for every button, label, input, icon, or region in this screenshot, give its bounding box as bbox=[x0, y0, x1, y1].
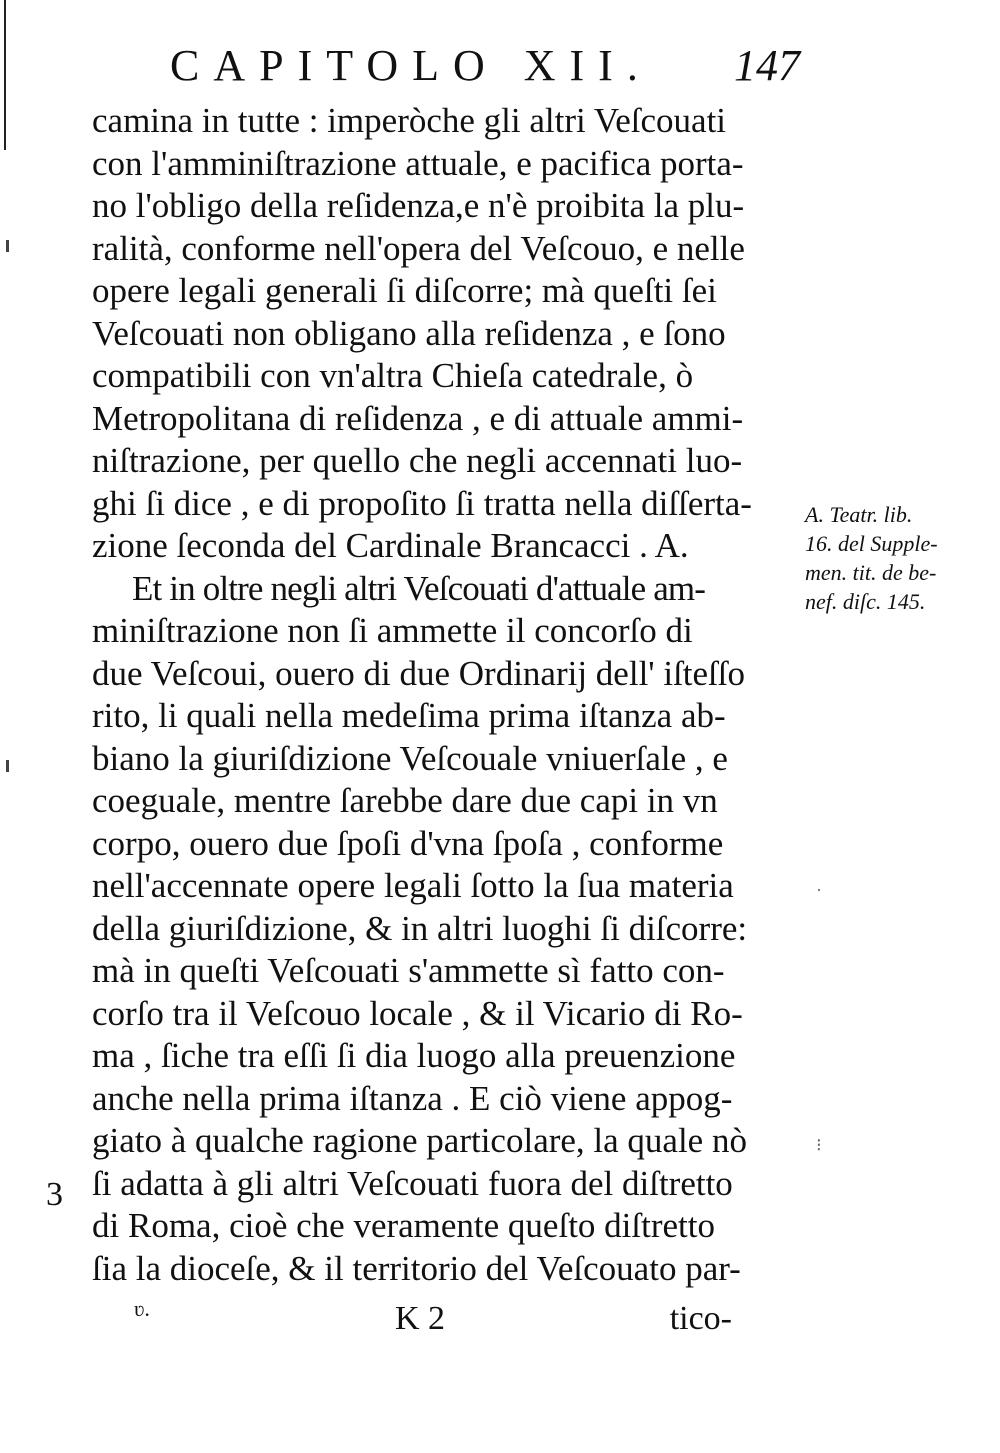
text-line: con l'amminiſtrazione attuale, e pacifica porta- bbox=[92, 143, 744, 183]
text-line: Veſcouati non obligano alla reſidenza , e ſono bbox=[92, 313, 726, 353]
text-line: compatibili con vn'altra Chieſa catedrale, ò bbox=[92, 356, 694, 395]
text-line: coeguale, mentre ſarebbe dare due capi in vn bbox=[92, 781, 718, 820]
text-line: miniſtrazione non ſi ammette il concorſo di bbox=[92, 611, 693, 650]
gutter-tick bbox=[6, 760, 9, 772]
text-line: Et in oltre negli altri Veſcouati d'attuale am- bbox=[132, 568, 706, 608]
gutter-edge-line bbox=[4, 0, 6, 150]
gutter-tick bbox=[6, 240, 9, 252]
text-line: camina in tutte : imperòche gli altri Veſcouati bbox=[92, 101, 727, 140]
text-line: giato à qualche ragione particolare, la quale nò bbox=[92, 1121, 747, 1160]
text-line: rito, li quali nella medeſima prima iſtanza ab- bbox=[92, 696, 726, 735]
text-line: corpo, ouero due ſpoſi d'vna ſpoſa , conforme bbox=[92, 823, 724, 863]
text-line: nell'accennate opere legali ſotto la ſua materia bbox=[92, 866, 734, 905]
text-line: opere legali generali ſi diſcorre; mà queſti ſei bbox=[92, 271, 717, 310]
page-footer bbox=[92, 1296, 792, 1344]
marginal-note-line: A. Teatr. lib. bbox=[805, 502, 913, 527]
signature-mark: K 2 bbox=[395, 1300, 446, 1337]
text-line: ſia la dioceſe, & il territorio del Veſcouato par- bbox=[92, 1248, 741, 1288]
text-line: anche nella prima iſtanza . E ciò viene appog- bbox=[92, 1078, 733, 1118]
page-header bbox=[160, 40, 800, 100]
text-line: della giuriſdizione, & in altri luoghi ſi diſcorre: bbox=[92, 908, 748, 948]
text-line: mà in queſti Veſcouati s'ammette sì fatto con- bbox=[92, 951, 725, 990]
text-line: ralità, conforme nell'opera del Veſcouo, e nelle bbox=[92, 228, 745, 268]
ink-speck: · bbox=[816, 880, 822, 900]
marginal-note-line: 16. del Supple- bbox=[805, 531, 938, 556]
chapter-title: CAPITOLO XII. bbox=[170, 41, 652, 90]
text-line: no l'obligo della reſidenza,e n'è proibita la plu- bbox=[92, 186, 745, 225]
text-line: corſo tra il Veſcouo locale , & il Vicario di Ro- bbox=[92, 993, 743, 1033]
text-line: biano la giuriſdizione Veſcouale vniuerſale , e bbox=[92, 738, 728, 778]
text-line: di Roma, cioè che veramente queſto diſtretto bbox=[92, 1206, 715, 1245]
page-number: 147 bbox=[734, 41, 800, 90]
ink-speck: ⁝ bbox=[816, 1135, 822, 1155]
text-line: Metropolitana di reſidenza , e di attuale ammi- bbox=[92, 398, 744, 438]
marginal-note-line: nef. diſc. 145. bbox=[805, 589, 926, 614]
footer-mark: ʋ. bbox=[134, 1296, 150, 1321]
text-line: ghi ſi dice , e di propoſito ſi tratta nella diſſerta- bbox=[92, 483, 752, 523]
left-margin-number: 3 bbox=[46, 1176, 63, 1213]
marginal-note bbox=[805, 500, 995, 616]
text-line: niſtrazione, per quello che negli accennati luo- bbox=[92, 441, 743, 480]
text-line: zione ſeconda del Cardinale Brancacci . A. bbox=[92, 526, 689, 565]
text-line: ma , ſiche tra eſſi ſi dia luogo alla preuenzione bbox=[92, 1036, 736, 1075]
body-text bbox=[92, 100, 792, 1290]
marginal-note-line: men. tit. de be- bbox=[805, 560, 937, 585]
catchword: tico- bbox=[669, 1300, 732, 1337]
text-line: due Veſcoui, ouero di due Ordinarij dell' iſteſſo bbox=[92, 653, 746, 693]
text-line: ſi adatta à gli altri Veſcouati fuora del diſtretto bbox=[92, 1163, 733, 1203]
